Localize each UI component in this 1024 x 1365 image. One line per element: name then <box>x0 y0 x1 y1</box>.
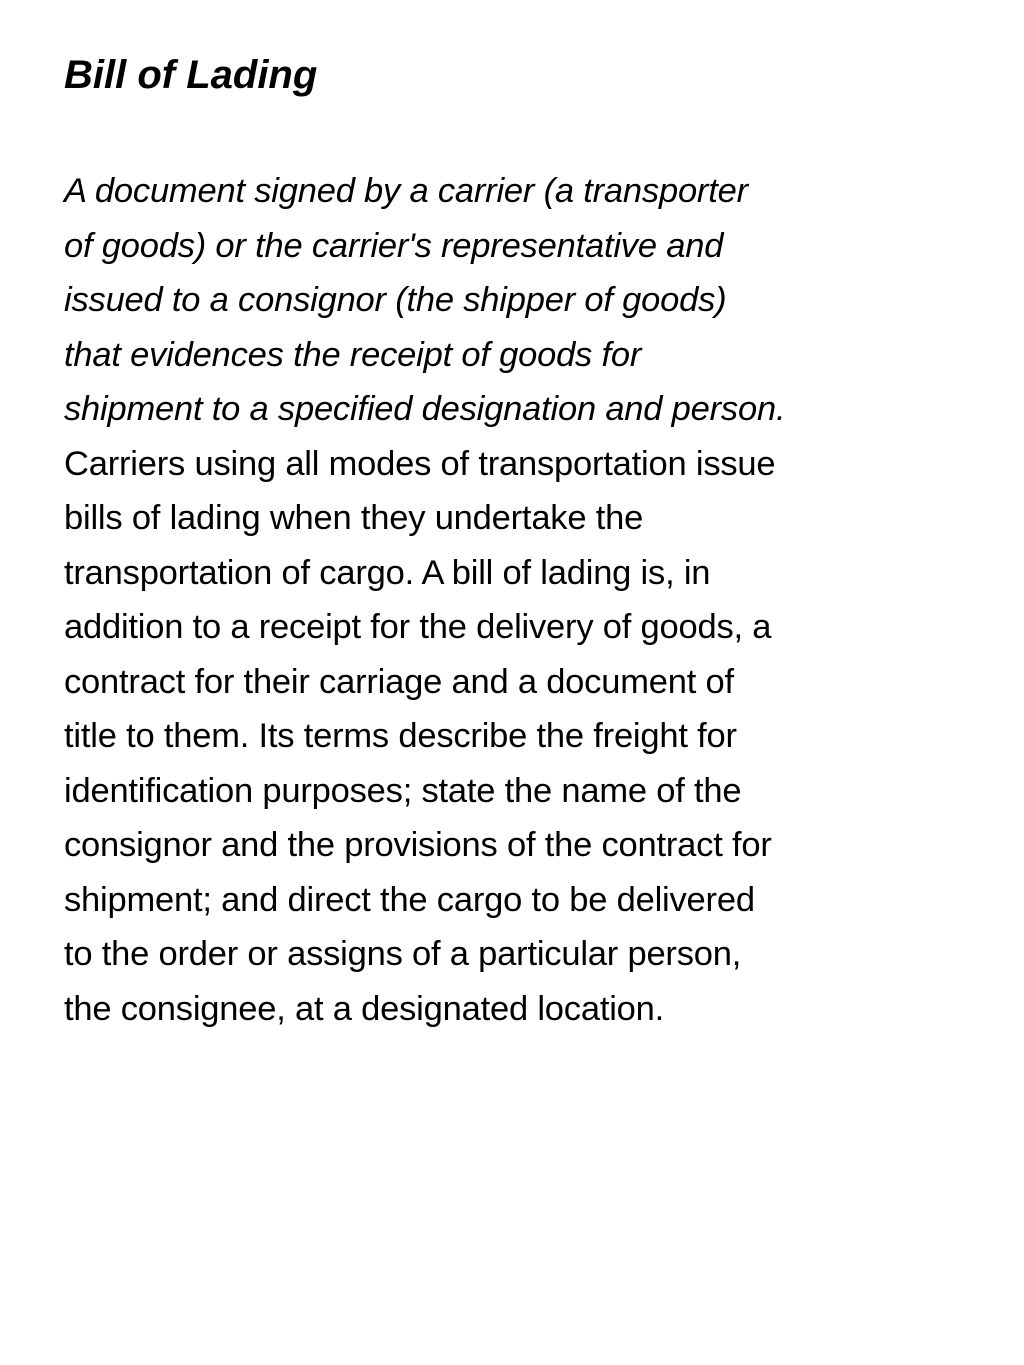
explanation-line: the consignee, at a designated location. <box>64 989 665 1028</box>
explanation-text <box>64 437 964 1037</box>
document-slide <box>64 48 964 1036</box>
explanation-line: addition to a receipt for the delivery of goods, a <box>64 608 772 646</box>
definition-line: A document signed by a carrier (a transporter <box>64 172 748 210</box>
explanation-line: shipment; and direct the cargo to be delivered <box>64 880 755 919</box>
definition-line: shipment to a specified designation and person. <box>64 390 786 428</box>
body-text <box>64 164 964 1036</box>
explanation-line: identification purposes; state the name of the <box>64 771 742 810</box>
definition-line: issued to a consignor (the shipper of goods) <box>64 281 727 319</box>
explanation-line: title to them. Its terms describe the freight for <box>64 717 737 755</box>
explanation-line: Carriers using all modes of transportation issue <box>64 444 776 483</box>
definition-line: of goods) or the carrier's representative and <box>64 226 724 265</box>
definition-text <box>64 164 964 437</box>
explanation-line: to the order or assigns of a particular person, <box>64 935 742 973</box>
explanation-line: consignor and the provisions of the contract for <box>64 826 772 864</box>
explanation-line: contract for their carriage and a document of <box>64 662 734 701</box>
explanation-line: bills of lading when they undertake the <box>64 499 644 537</box>
definition-line: that evidences the receipt of goods for <box>64 335 642 374</box>
page-title: Bill of Lading <box>64 53 318 97</box>
explanation-line: transportation of cargo. A bill of lading is, in <box>64 553 711 592</box>
